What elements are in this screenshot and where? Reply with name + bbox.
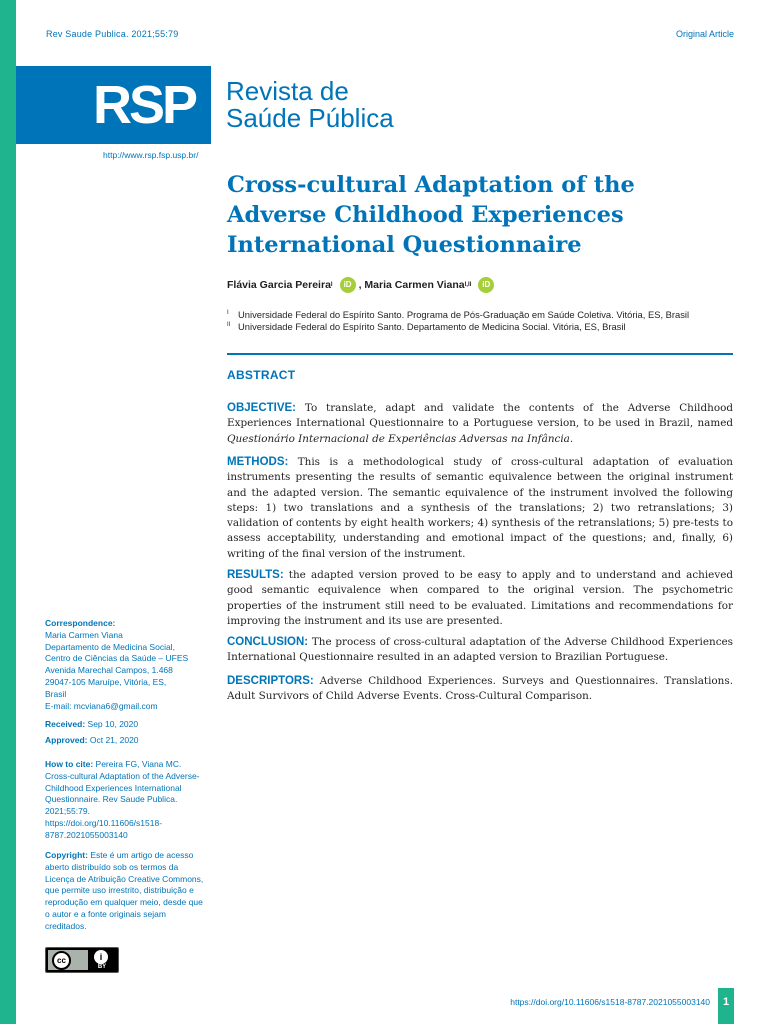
rsp-logo [16, 66, 211, 144]
creative-commons-badge[interactable] [45, 947, 119, 973]
copyright-text: Este é um artigo de acesso aberto distribuído sob os termos da Licença de Atribuição Creative Commons, que permite uso irrestrito, distribuição e reprodução em qualquer meio, desde que o autor e a fonte originais sejam creditados. [45, 850, 204, 931]
cite-text: Pereira FG, Viana MC. Cross-cultural Adaptation of the Adverse-Childhood Experiences International Questionnaire. Rev Saude Publica. 2021;55:79. https://doi.org/10.11606/s1518-8787.2021055003140 [45, 759, 200, 840]
descriptors-text: Adverse Childhood Experiences. Surveys and Questionnaires. Translations. Adult Survivors of Child Adverse Events. Cross-Cultural Comparison. [227, 675, 733, 703]
correspondence-line: Brasil [45, 688, 67, 699]
objective-text: To translate, adapt and validate the contents of the Adverse Childhood Experiences International Questionnaire to a Portuguese version, to be used in Brazil, named [227, 402, 733, 430]
rsp-logo-text: RSP [92, 75, 195, 135]
received-label: Received: [45, 719, 86, 729]
author-separator: , [358, 279, 362, 291]
descriptors-label: DESCRIPTORS: [227, 675, 314, 687]
copyright-notice [45, 850, 205, 933]
methods-text: This is a methodological study of cross-cultural adaptation of evaluation instruments presenting the results of semantic equivalence between the original instrument and the adapted version. The semantic equivalence of the instrument involved the following steps: 1) two translations and a synthesis of the translations; 2) two retranslations; 3) validation of contents by eight health workers; 4) synthesis of the retranslations; 5) pre-tests to assess acceptability, understanding and emotional impact of the questions; and, finally, 6) writing of the final version of the instrument. [227, 456, 733, 560]
objective-end: . [569, 432, 574, 445]
affiliation-text: Universidade Federal do Espírito Santo. Programa de Pós-Graduação em Saúde Coletiva. Vitória, ES, Brasil [238, 309, 690, 320]
abstract-objective [227, 401, 733, 447]
author-list [227, 277, 497, 293]
abstract-heading: ABSTRACT [227, 368, 296, 382]
title-line3: International Questionnaire [227, 232, 582, 258]
orcid-icon[interactable]: iD [340, 277, 356, 293]
journal-name-line1: Revista de [226, 76, 349, 106]
left-accent-bar [0, 0, 16, 1024]
correspondence-email[interactable]: E-mail: mcviana6@gmail.com [45, 700, 158, 711]
journal-name [226, 78, 394, 132]
correspondence-line: Centro de Ciências da Saúde – UFES [45, 653, 189, 664]
affiliation-number: II [227, 321, 231, 328]
received-value: Sep 10, 2020 [85, 719, 139, 729]
author-name: Maria Carmen Viana [364, 279, 465, 291]
title-line2: Adverse Childhood Experiences [227, 202, 624, 228]
objective-label: OBJECTIVE: [227, 402, 297, 414]
conclusion-text: The process of cross-cultural adaptation of the Adverse Childhood Experiences International Questionnaire resulted in an adapted version to Brazilian Portuguese. [227, 636, 733, 664]
author-name: Flávia Garcia Pereira [227, 279, 331, 291]
affiliation [227, 309, 689, 320]
cc-panel [48, 950, 88, 970]
cc-by-label: BY [97, 964, 107, 970]
abstract-methods [227, 455, 733, 562]
page-number: 1 [718, 988, 734, 1024]
footer-doi-link[interactable]: https://doi.org/10.11606/s1518-8787.2021055003140 [510, 997, 710, 1007]
abstract-results [227, 568, 733, 629]
abstract-conclusion [227, 635, 733, 666]
correspondence-line: Avenida Marechal Campos, 1.468 [45, 665, 173, 676]
affiliation-number: I [227, 309, 229, 316]
received-date [45, 719, 205, 731]
copyright-label: Copyright: [45, 850, 88, 860]
cc-icon: cc [52, 951, 71, 970]
section-divider [227, 353, 733, 355]
correspondence-line: 29047-105 Maruípe, Vitória, ES, [45, 676, 167, 687]
affiliation [227, 321, 626, 332]
conclusion-label: CONCLUSION: [227, 636, 309, 648]
approved-date [45, 735, 205, 747]
author-affil-sup: I [330, 282, 333, 288]
abstract-descriptors [227, 674, 733, 705]
affiliation-text: Universidade Federal do Espírito Santo. Departamento de Medicina Social. Vitória, ES, Brasil [238, 321, 626, 332]
article-title [227, 170, 697, 260]
article-type: Original Article [675, 29, 734, 39]
title-line1: Cross-cultural Adaptation of the [227, 172, 635, 198]
how-to-cite [45, 759, 205, 842]
correspondence-block [45, 618, 205, 712]
methods-label: METHODS: [227, 456, 289, 468]
results-text: the adapted version proved to be easy to apply and to understand and achieved good semantic equivalence when compared to the original version. The psychometric properties of the instrument still need to be evaluated. Limitations and recommendations for improving the instrument and its use are presented. [227, 569, 733, 627]
author-affil-sup: I,II [464, 282, 472, 288]
cite-label: How to cite: [45, 759, 94, 769]
correspondence-line: Departamento de Medicina Social, [45, 641, 175, 652]
attribution-person-icon: i [94, 950, 108, 964]
journal-url-link[interactable]: http://www.rsp.fsp.usp.br/ [103, 150, 199, 160]
correspondence-line: Maria Carmen Viana [45, 629, 123, 640]
correspondence-label: Correspondence: [45, 618, 116, 628]
journal-name-line2: Saúde Pública [226, 103, 394, 133]
objective-italic-title: Questionário Internacional de Experiências Adversas na Infância [227, 432, 570, 445]
approved-value: Oct 21, 2020 [87, 735, 139, 745]
approved-label: Approved: [45, 735, 88, 745]
journal-reference: Rev Saude Publica. 2021;55:79 [46, 29, 179, 39]
results-label: RESULTS: [227, 569, 284, 581]
orcid-icon[interactable]: iD [478, 277, 494, 293]
